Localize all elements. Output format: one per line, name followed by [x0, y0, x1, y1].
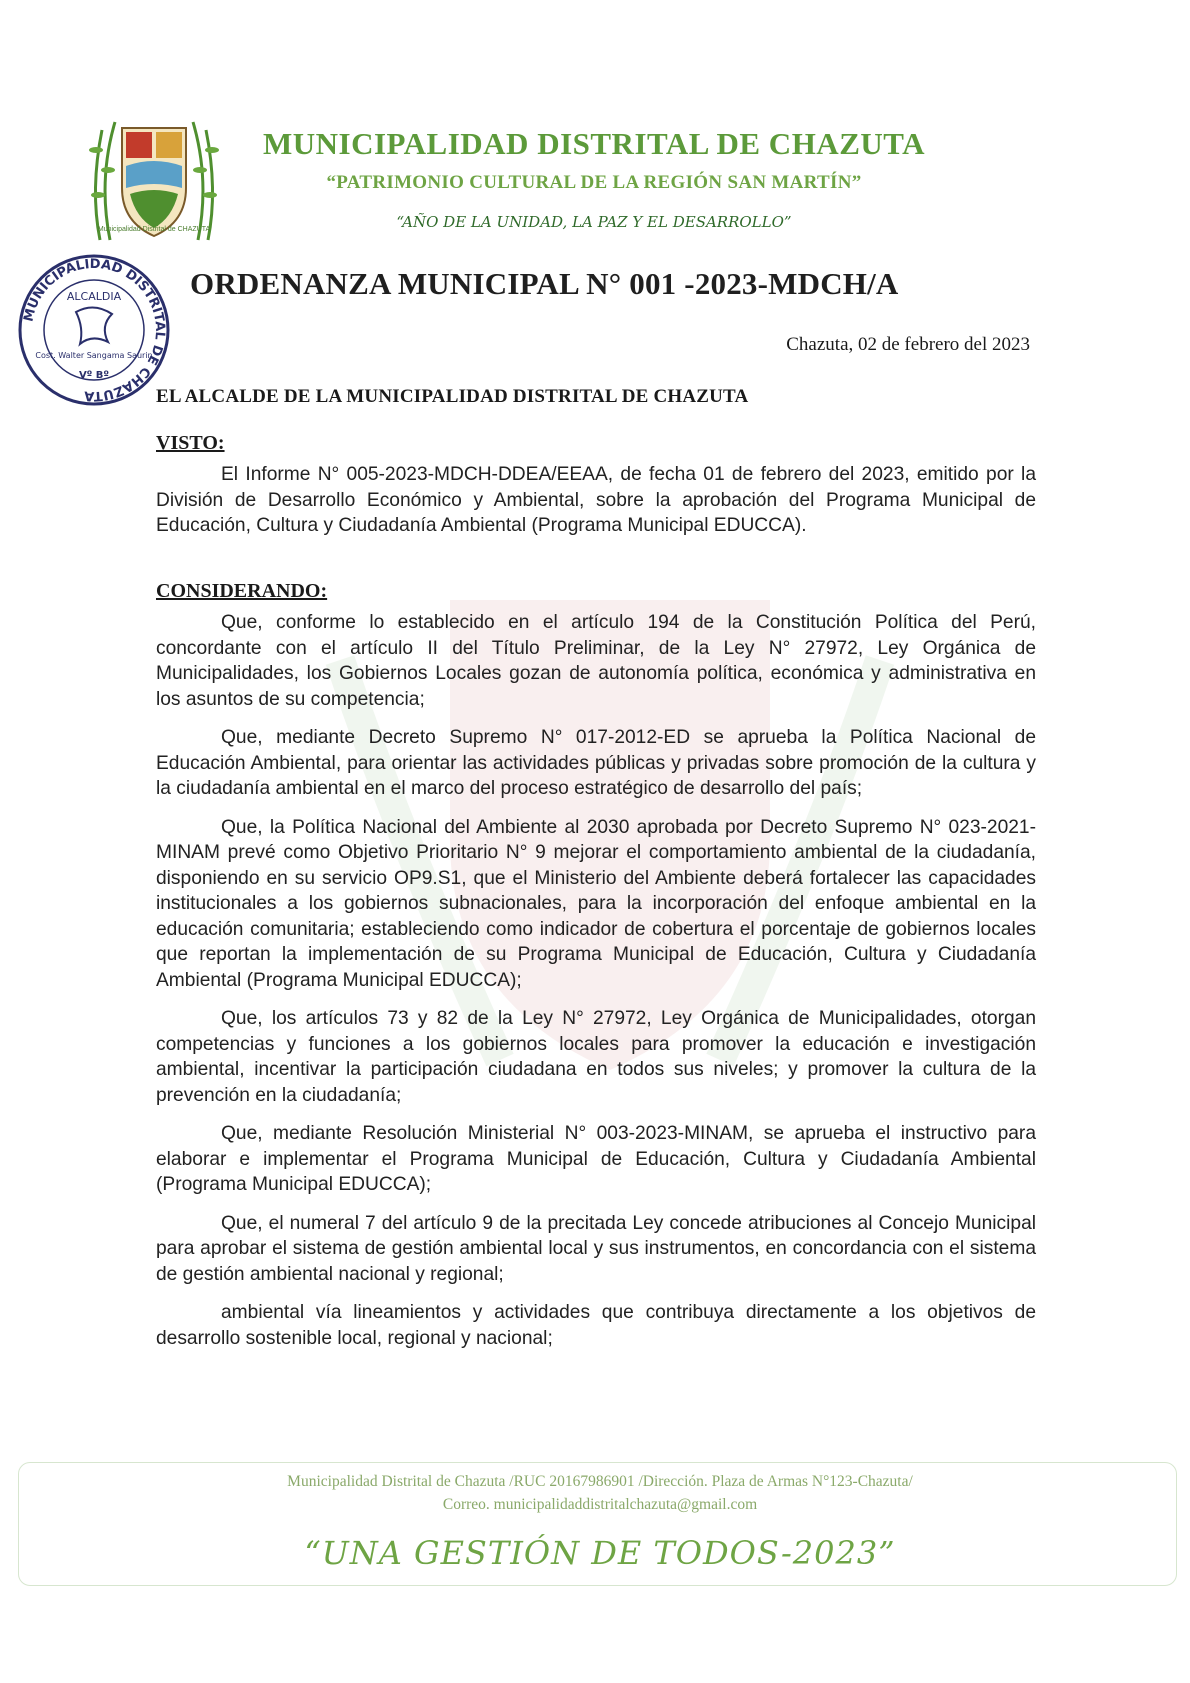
seal-inner-text: ALCALDIA	[66, 290, 122, 303]
considerando-paragraph: Que, mediante Resolución Ministerial N° 003-2023-MINAM, se aprueba el instructivo para elaborar e implementar el Programa Municipal de Educación, Cultura y Ciudadanía Ambiental (Programa Municipal EDUCCA);	[156, 1123, 1036, 1195]
visto-section	[156, 462, 1036, 552]
footer-contact-email: Correo. municipalidaddistritalchazuta@gmail.com	[442, 1496, 758, 1513]
seal-approval: Vº Bº	[78, 370, 110, 381]
issuer-heading: EL ALCALDE DE LA MUNICIPALIDAD DISTRITAL DE CHAZUTA	[156, 386, 749, 407]
place-date: Chazuta, 02 de febrero del 2023	[786, 334, 1030, 355]
footer-contact-address: Municipalidad Distrital de Chazuta /RUC 20167986901 /Dirección. Plaza de Armas N°123-Chazuta/	[287, 1473, 913, 1490]
visto-paragraph: El Informe N° 005-2023-MDCH-DDEA/EEAA, de fecha 01 de febrero del 2023, emitido por la División de Desarrollo Económico y Ambiental, sobre la aprobación del Programa Municipal de Educación, Cultura y Ciudadanía Ambiental (Programa Municipal EDUCCA).	[156, 464, 1036, 536]
municipality-slogan: “PATRIMONIO CULTURAL DE LA REGIÓN SAN MARTÍN”	[326, 172, 862, 193]
considerando-section	[156, 610, 1036, 1364]
seal-outer-text: MUNICIPALIDAD DISTRITAL DE CHAZUTA	[21, 256, 168, 404]
year-motto: “AÑO DE LA UNIDAD, LA PAZ Y EL DESARROLLO”	[396, 213, 792, 231]
visto-heading: VISTO:	[156, 432, 225, 454]
considerando-paragraph: Que, el numeral 7 del artículo 9 de la precitada Ley concede atribuciones al Concejo Municipal para aprobar el sistema de gestión ambiental local y sus instrumentos, en concordancia con el sistema de gestión ambiental nacional y regional;	[156, 1212, 1036, 1285]
considerando-heading: CONSIDERANDO:	[156, 580, 328, 602]
footer-motto: “UNA GESTIÓN DE TODOS-2023”	[304, 1534, 896, 1572]
alcaldia-seal-stamp	[14, 250, 174, 410]
considerando-paragraph: Que, mediante Decreto Supremo N° 017-2012-ED se aprueba la Política Nacional de Educación Ambiental, para orientar las actividades públicas y privadas sobre promoción de la cultura y la ciudadanía ambiental en el marco del proceso estratégico de desarrollo del país;	[156, 727, 1036, 799]
considerando-paragraph: Que, la Política Nacional del Ambiente al 2030 aprobada por Decreto Supremo N° 023-2021-MINAM prevé como Objetivo Prioritario N° 9 mejorar el comportamiento ambiental de la ciudadanía, disponiendo en su servicio OP9.S1, que el Ministerio del Ambiente deberá fortalecer las capacidades institucionales a los gobiernos subnacionales, para la incorporación del enfoque ambiental en la educación comunitaria; estableciendo como indicador de cobertura el porcentaje de gobiernos locales que reportan la implementación de su Programa Municipal de Educación, Cultura y Ciudadanía Ambiental (Programa Municipal EDUCCA);	[156, 816, 1036, 991]
seal-signer: Cost. Walter Sangama Saurin	[35, 351, 153, 360]
ordinance-title: ORDENANZA MUNICIPAL N° 001 -2023-MDCH/A	[190, 266, 899, 301]
municipality-name: MUNICIPALIDAD DISTRITAL DE CHAZUTA	[262, 126, 926, 161]
considerando-paragraph: Que, los artículos 73 y 82 de la Ley N° 27972, Ley Orgánica de Municipalidades, otorgan competencias y funciones a los gobiernos locales para promover la educación e investigación ambiental, incentivar la participación ciudadana en todos sus niveles; y promover la cultura de la prevención en la ciudadanía;	[156, 1008, 1036, 1106]
considerando-paragraph: ambiental vía lineamientos y actividades que contribuya directamente a los objetivos de desarrollo sostenible local, regional y nacional;	[156, 1302, 1036, 1349]
considerando-paragraph: Que, conforme lo establecido en el artículo 194 de la Constitución Política del Perú, concordante con el artículo II del Título Preliminar, de la Ley N° 27972, Ley Orgánica de Municipalidades, los Gobiernos Locales gozan de autonomía política, económica y administrativa en los asuntos de su competencia;	[156, 612, 1036, 710]
crest-caption: Municipalidad Distrital de CHAZUTA	[97, 226, 211, 233]
